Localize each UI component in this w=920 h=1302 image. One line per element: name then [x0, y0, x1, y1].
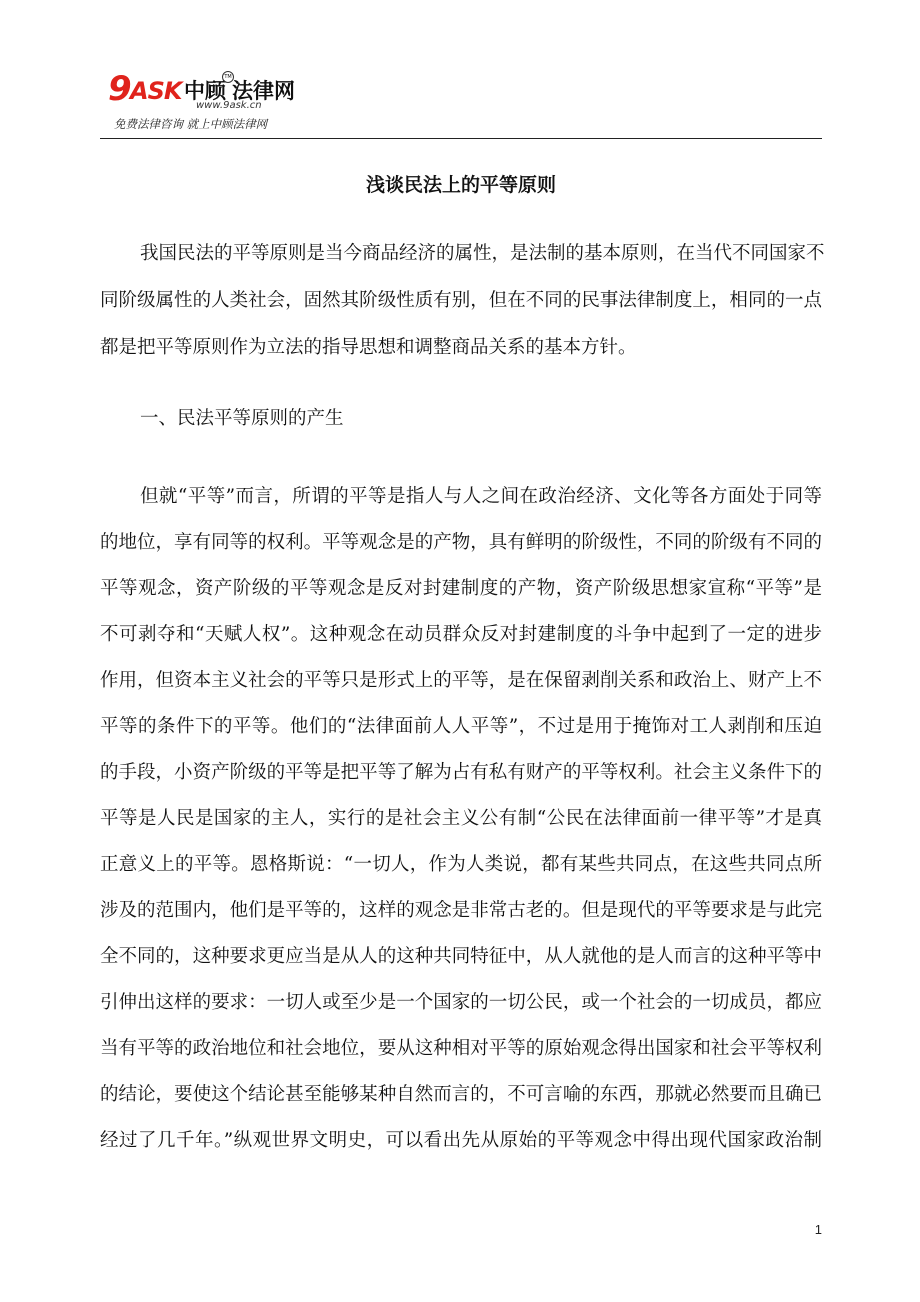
paragraph-line: 的手段，小资产阶级的平等是把平等了解为占有私有财产的平等权利。社会主义条件下的 — [100, 762, 822, 783]
paragraph-line: 作用，但资本主义社会的平等只是形式上的平等，是在保留剥削关系和政治上、财产上不 — [100, 670, 822, 691]
header-divider — [100, 138, 822, 139]
site-slogan: 免费法律咨询 就上中顾法律网 — [114, 117, 268, 131]
paragraph-line: 涉及的范围内，他们是平等的，这样的观念是非常古老的。但是现代的平等要求是与此完 — [100, 900, 822, 921]
section-heading-text: 一、民法平等原则的产生 — [140, 408, 344, 429]
paragraph-line: 平等观念，资产阶级的平等观念是反对封建制度的产物，资产阶级思想家宣称“平等”是 — [100, 578, 822, 599]
logo-name-cn: 中顾 — [184, 79, 226, 103]
paragraph-line: 当有平等的政治地位和社会地位，要从这种相对平等的原始观念得出国家和社会平等权利 — [100, 1038, 822, 1059]
paragraph-line: 我国民法的平等原则是当今商品经济的属性，是法制的基本原则，在当代不同国家不 — [140, 243, 825, 264]
paragraph-line: 同阶级属性的人类社会，固然其阶级性质有别，但在不同的民事法律制度上，相同的一点 — [100, 290, 822, 311]
paragraph-line: 的地位，享有同等的权利。平等观念是的产物，具有鲜明的阶级性，不同的阶级有不同的 — [100, 532, 822, 553]
logo-name-cn-2: 法律网 — [232, 79, 295, 103]
paragraph-line: 经过了几千年。”纵观世界文明史，可以看出先从原始的平等观念中得出现代国家政治制 — [100, 1130, 822, 1151]
logo-mark-ask: ASK — [130, 77, 182, 105]
paragraph-line: 但就“平等”而言，所谓的平等是指人与人之间在政治经济、文化等各方面处于同等 — [140, 486, 822, 507]
paragraph-line: 平等是人民是国家的主人，实行的是社会主义公有制“公民在法律面前一律平等”才是真 — [100, 808, 822, 829]
logo-mark-9: 9 — [108, 69, 132, 109]
document-title: 浅谈民法上的平等原则 — [365, 174, 556, 196]
paragraph-line: 的结论，要使这个结论甚至能够某种自然而言的，不可言喻的东西，那就必然要而且确已 — [100, 1084, 822, 1105]
paragraph-line: 不可剥夺和“天赋人权”。这种观念在动员群众反对封建制度的斗争中起到了一定的进步 — [100, 624, 822, 645]
paragraph-line: 平等的条件下的平等。他们的“法律面前人人平等”，不过是用于掩饰对工人剥削和压迫 — [100, 716, 822, 737]
logo-url: www.9ask.cn — [196, 100, 262, 111]
page-number: 1 — [814, 1222, 822, 1237]
site-header — [108, 68, 408, 134]
site-logo[interactable] — [108, 68, 398, 112]
paragraph-line: 都是把平等原则作为立法的指导思想和调整商品关系的基本方针。 — [100, 337, 637, 358]
paragraph-line: 全不同的，这种要求更应当是从人的这种共同特征中，从人就他的是人而言的这种平等中 — [100, 946, 822, 967]
trademark-icon: TM — [222, 71, 234, 83]
paragraph-line: 引伸出这样的要求：一切人或至少是一个国家的一切公民，或一个社会的一切成员，都应 — [100, 992, 822, 1013]
paragraph-line: 正意义上的平等。恩格斯说：“一切人，作为人类说，都有某些共同点，在这些共同点所 — [100, 854, 822, 875]
